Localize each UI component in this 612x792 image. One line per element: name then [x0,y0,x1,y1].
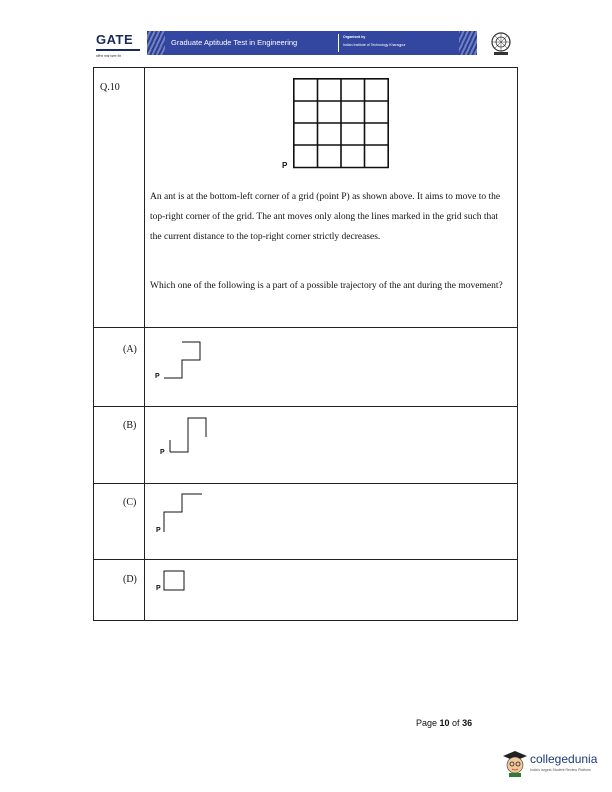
gate-logo-subtext: प्रतिभा परख दक्षता भेद [96,54,121,58]
page-total: 36 [462,718,473,728]
question-number: Q.10 [100,82,120,93]
option-d-label: (D) [123,574,137,585]
organizer-name: Indian Institute of Technology Kharagpur [343,43,406,47]
option-a-label: (A) [123,344,137,355]
collegedunia-logo [500,748,610,780]
option-d-figure [163,570,187,592]
gate-logo [96,32,142,60]
option-b-label: (B) [123,420,137,431]
grid-point-label: P [282,161,288,170]
option-a-figure [162,340,202,382]
grid-figure [293,78,390,169]
option-c-point-label: P [156,527,161,534]
page-header [96,28,521,62]
option-d-point-label: P [156,585,161,592]
brand-tagline: India's largest Student Review Platform [530,768,591,772]
option-c-figure [162,492,206,536]
option-c-label: (C) [123,497,137,508]
page-current: 10 [439,718,450,728]
question-paragraph-2: Which one of the following is a part of a possible trajectory of the ant during the movement? [150,281,503,291]
option-a-point-label: P [155,373,160,380]
gate-logo-text: GATE [96,32,134,47]
page-number: Page 10 of 36 [416,718,473,728]
question-paragraph-1: An ant is at the bottom-left corner of a grid (point P) as shown above. It aims to move to the top-right corner of the grid. The ant moves only along the lines marked in the grid such that the current distance to the top-right corner strictly decreases. [150,192,501,242]
question-table [93,67,518,621]
header-banner [147,31,477,55]
brand-name: collegedunia [530,752,598,766]
option-b-point-label: P [160,449,165,456]
option-b-figure [168,415,210,457]
banner-title: Graduate Aptitude Test in Engineering [171,38,298,47]
iit-kgp-emblem-icon [490,31,512,57]
organizer-label: Organised by [343,35,366,39]
student-mascot-icon [502,750,528,778]
